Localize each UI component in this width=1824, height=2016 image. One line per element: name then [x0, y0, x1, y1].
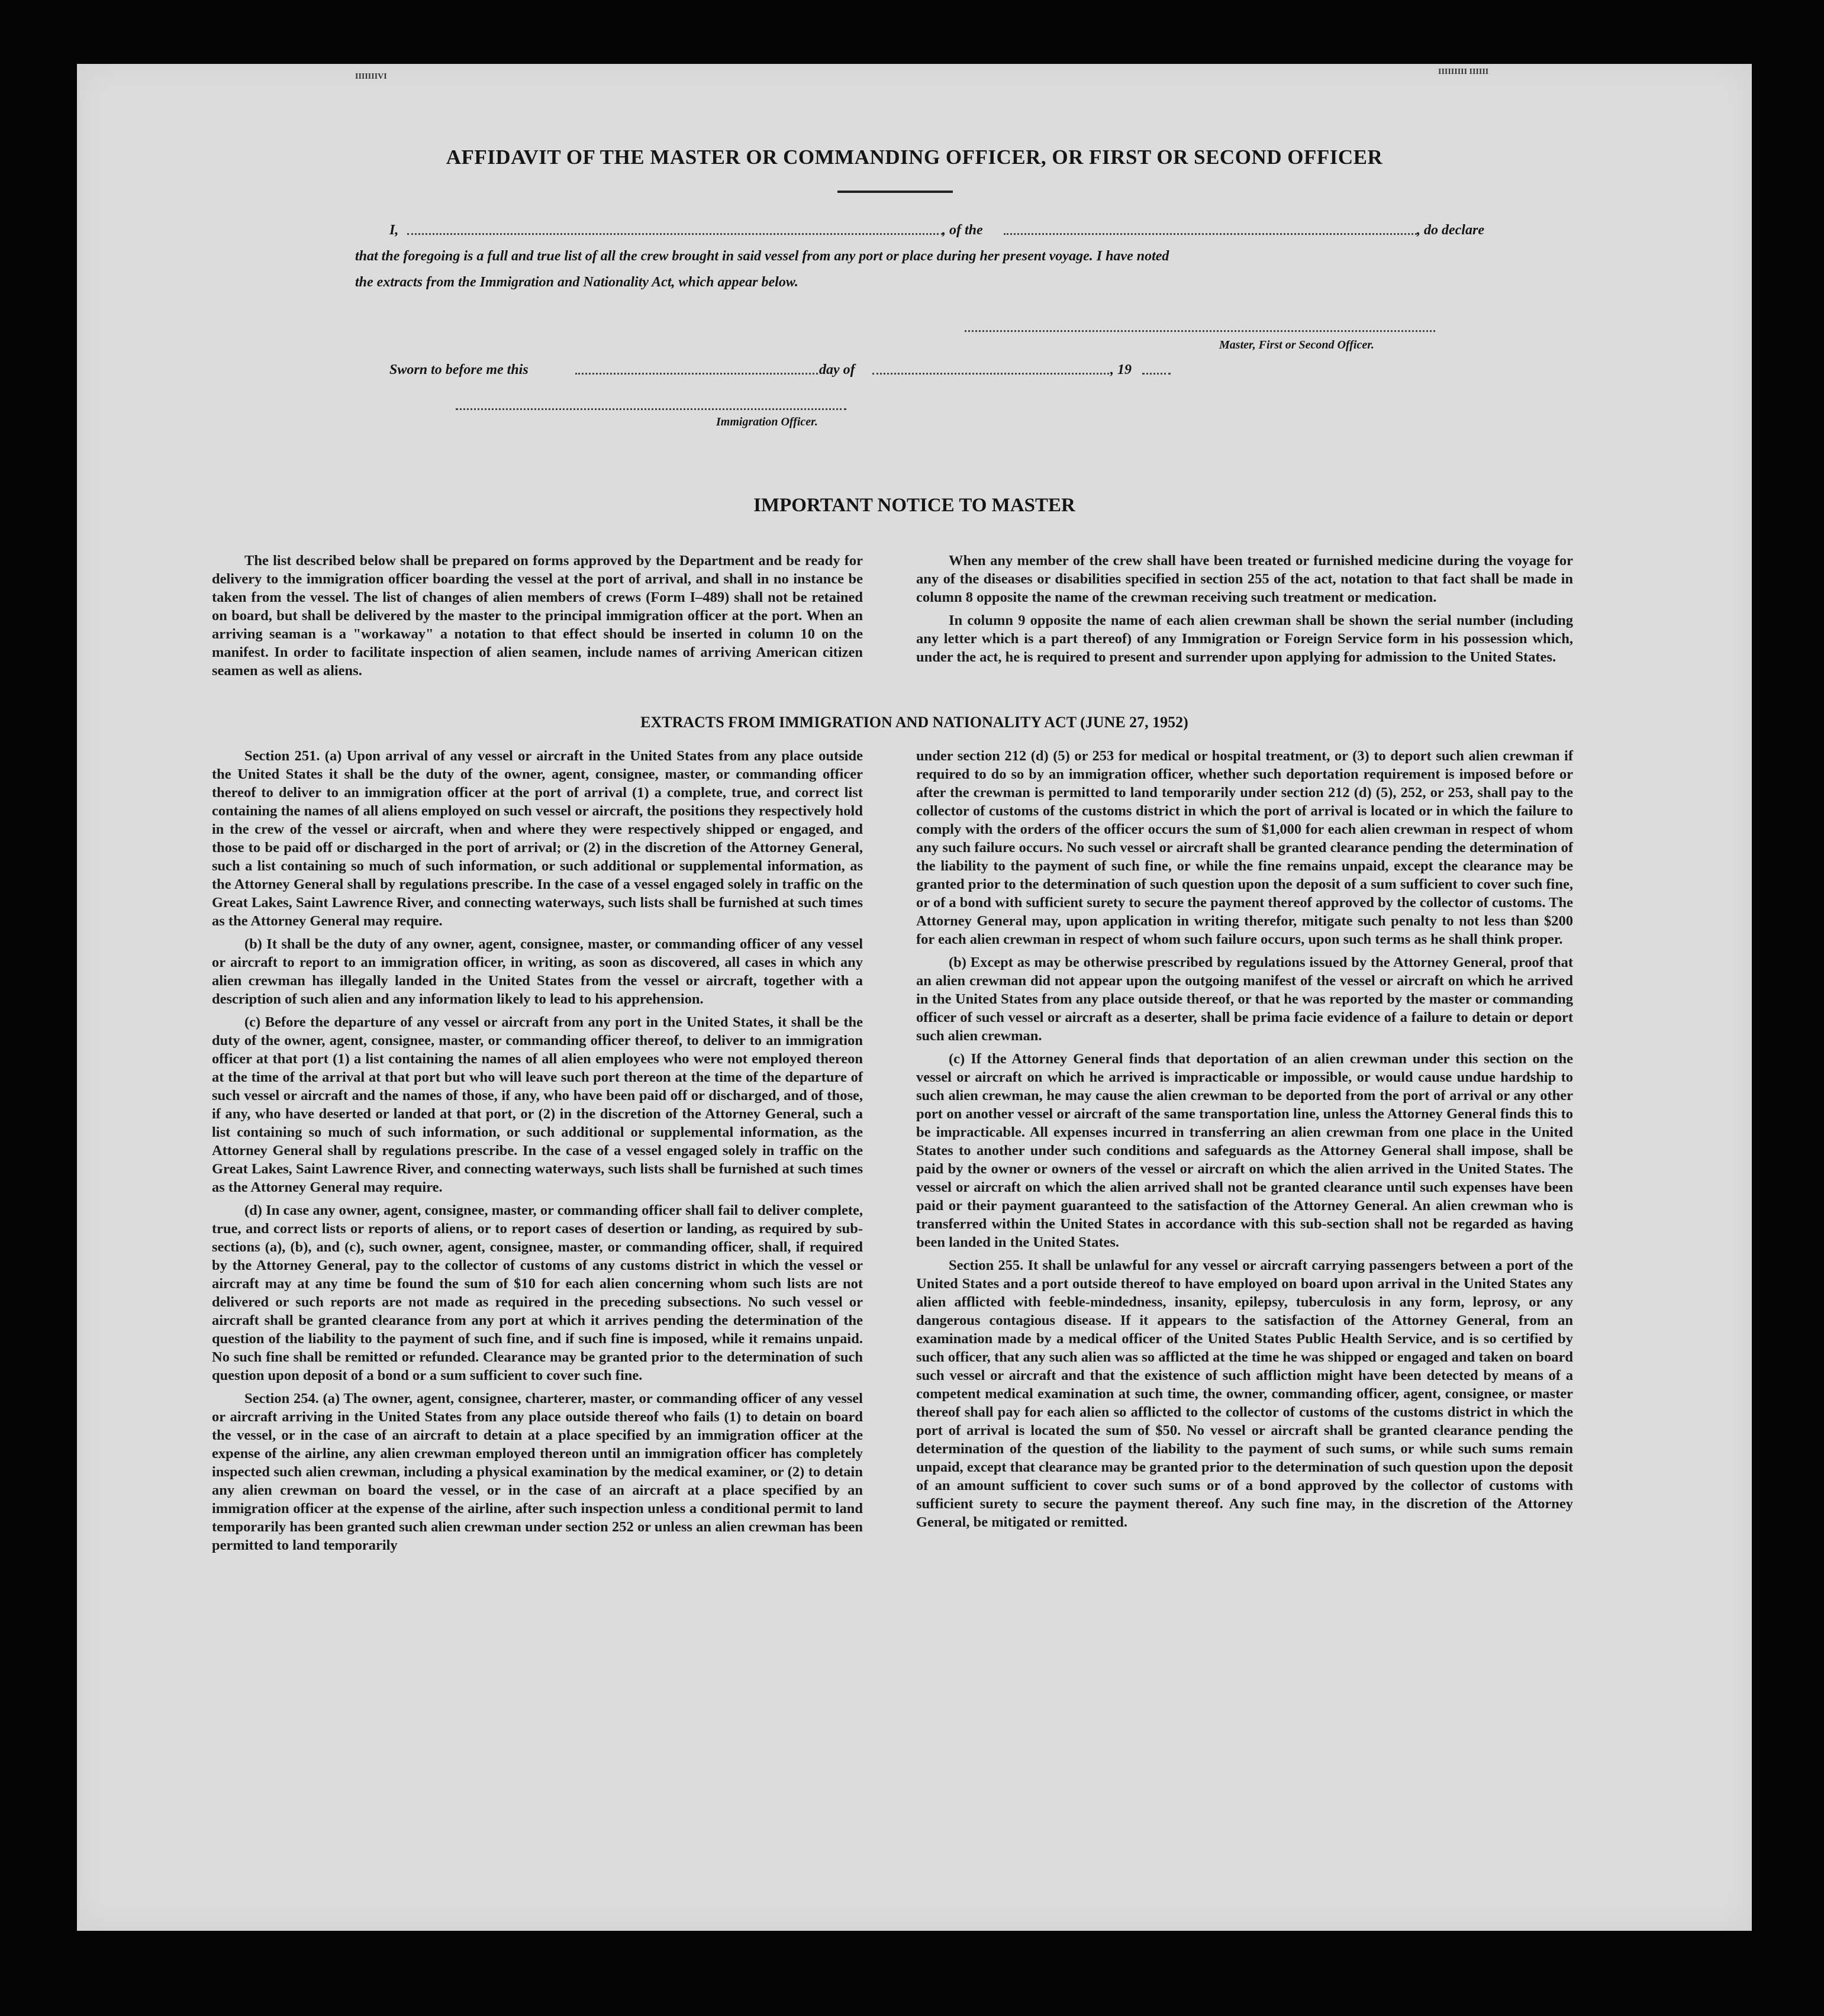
title-divider	[837, 191, 953, 193]
extracts-left-column	[212, 747, 863, 1559]
sworn-prefix: Sworn to before me this	[389, 362, 528, 378]
sworn-year-label: , 19	[1110, 362, 1132, 378]
affidavit-line1-prefix: I,	[389, 222, 399, 238]
extract-paragraph: (b) Except as may be otherwise prescribed by regulations issued by the Attorney General, proof that an alien crewman did not appear upon the outgoing manifest of the vessel or aircraft on which he arrived in the United States from any place outside thereof, or that he was reported by the master or commanding officer of such vessel or aircraft as a deserter, shall be prima facie evidence of a failure to detain or deport such alien crewman.	[916, 954, 1573, 1044]
sworn-year-blank[interactable]	[1142, 373, 1171, 375]
extract-paragraph: Section 251. (a) Upon arrival of any vessel or aircraft in the United States from any place outside the United States it shall be the duty of the owner, agent, consignee, master, or commanding officer thereof to deliver to an immigration officer at the port of arrival (1) a complete, true, and correct list containing the names of all aliens employed on such vessel or aircraft, the positions they respectively hold in the crew of the vessel or aircraft, when and where they were respectively shipped or engaged, and those to be paid off or discharged in the port of arrival; or (2) in the discretion of the Attorney General, such a list containing so much of such information, or such additional or supplemental information, as the Attorney General shall by regulations prescribe. In the case of a vessel engaged solely in traffic on the Great Lakes, Saint Lawrence River, and connecting waterways, such lists shall be furnished at such times as the Attorney General may require.	[212, 748, 863, 929]
corner-mark-right: IIIIIIIII IIIIII	[1438, 67, 1489, 76]
sworn-day-label: day of	[819, 362, 855, 378]
officer-signature-line[interactable]	[456, 408, 846, 410]
notice-left-paragraph: The list described below shall be prepared on forms approved by the Department and be ready for delivery to the immigration officer boarding the vessel at the port of arrival, and shall in no instance be taken from the vessel. The list of changes of alien members of crews (Form I–489) shall not be retained on board, but shall be delivered by the master to the principal immigration officer at the port. When an arriving seaman is a "workaway" a notation to that effect should be inserted in column 10 on the manifest. In order to facilitate inspection of alien seamen, include names of arriving American citizen seamen as well as aliens.	[212, 553, 863, 679]
extract-paragraph: (d) In case any owner, agent, consignee, master, or commanding officer shall fail to deliver complete, true, and correct lists or reports of aliens, or to report cases of desertion or landing, as required by sub-sections (a), (b), and (c), such owner, agent, consignee, master, or commanding officer, shall, if required by the Attorney General, pay to the collector of customs of any customs district in which the vessel or aircraft may at any time be found the sum of $10 for each alien concerning whom such lists are not delivered or such reports are not made as required in the preceding subsections. No such vessel or aircraft shall be granted clearance from any port at which it arrives pending the determination of the question of the liability to the payment of such fine, and if such fine is imposed, while it remains unpaid. No such fine shall be remitted or refunded. Clearance may be granted prior to the determination of such question upon deposit of a bond or a sum sufficient to cover such fine.	[212, 1202, 863, 1383]
extract-paragraph: (c) If the Attorney General finds that deportation of an alien crewman under this section on the vessel or aircraft on which he arrived is impracticable or impossible, or would cause undue hardship to such alien crewman, he may cause the alien crewman to be deported from the port of arrival or any other port on another vessel or aircraft of the same transportation line, unless the Attorney General finds this to be impracticable. All expenses incurred in transferring an alien crewman from one place in the United States to another under such conditions and safeguards as the Attorney General shall impose, shall be paid by the owner or owners of the vessel or aircraft on which the alien arrived in the United States. The vessel or aircraft on which the alien arrived shall not be granted clearance until such expenses have been paid or their payment guaranteed to the satisfaction of the Attorney General. An alien crewman who is transferred within the United States in accordance with this sub-section shall not be regarded as having been landed in the United States.	[916, 1051, 1573, 1250]
affidavit-line1-middle: , of the	[942, 222, 983, 238]
notice-right-column	[916, 551, 1573, 671]
extracts-title: EXTRACTS FROM IMMIGRATION AND NATIONALITY ACT (JUNE 27, 1952)	[640, 714, 1188, 731]
vessel-blank[interactable]	[1004, 233, 1417, 235]
extract-paragraph: (b) It shall be the duty of any owner, agent, consignee, master, or commanding officer of any vessel or aircraft to report to an immigration officer, in writing, as soon as discovered, all cases in which any alien crewman has illegally landed in the United States from the vessel or aircraft, together with a description of such alien and any information likely to lead to his apprehension.	[212, 936, 863, 1007]
affidavit-line1-suffix: , do declare	[1417, 222, 1484, 238]
master-caption: Master, First or Second Officer.	[1219, 338, 1374, 351]
extract-paragraph: under section 212 (d) (5) or 253 for medical or hospital treatment, or (3) to deport such alien crewman if required to do so by an immigration officer, whether such deportation requirement is imposed before or after the crewman is permitted to land temporarily under section 212 (d) (5), 252, or 253, shall pay to the collector of customs of the customs district in which the port of arrival is located or in which the failure to comply with the orders of the officer occurs the sum of $1,000 for each alien crewman in respect of whom any such failure occurs. No such vessel or aircraft shall be granted clearance pending the determination of the liability to the payment of such fine, or while the fine remains unpaid, except the clearance may be granted prior to the determination of such question upon the deposit of a sum sufficient to cover such fine, or of a bond with sufficient surety to secure the payment thereof approved by the collector of customs. The Attorney General may, upon application in writing therefor, mitigate such penalty to not less than $200 for each alien crewman in respect of whom such failure occurs, upon such terms as he shall think proper.	[916, 748, 1573, 947]
sworn-month-blank[interactable]	[872, 373, 1109, 375]
officer-caption: Immigration Officer.	[716, 415, 818, 428]
notice-title: IMPORTANT NOTICE TO MASTER	[753, 495, 1075, 516]
master-signature-line[interactable]	[965, 330, 1435, 332]
affidavit-line2: that the foregoing is a full and true list of all the crew brought in said vessel from any port or place during her present voyage. I have noted	[355, 249, 1169, 264]
extracts-right-column	[916, 747, 1573, 1536]
document-page	[77, 64, 1752, 1931]
extract-paragraph: Section 254. (a) The owner, agent, consignee, charterer, master, or commanding officer of any vessel or aircraft arriving in the United States from any place outside thereof who fails (1) to detain on board the vessel, or in the case of an aircraft to detain at a place specified by an immigration officer at the expense of the airline, any alien crewman employed thereon until an immigration officer has completely inspected such alien crewman, including a physical examination by the medical examiner, or (2) to detain any alien crewman on board the vessel, or in the case of an aircraft at a place specified by an immigration officer at the expense of the airline, after such inspection unless a conditional permit to land temporarily has been granted such alien crewman under section 252 or unless an alien crewman has been permitted to land temporarily	[212, 1391, 863, 1553]
sworn-day-blank[interactable]	[575, 373, 818, 375]
affidavit-line3: the extracts from the Immigration and Nationality Act, which appear below.	[355, 275, 798, 290]
notice-left-column	[212, 551, 863, 685]
affidavit-title: AFFIDAVIT OF THE MASTER OR COMMANDING OFFICER, OR FIRST OR SECOND OFFICER	[446, 146, 1383, 169]
name-blank[interactable]	[407, 233, 943, 235]
notice-right-paragraph-2: In column 9 opposite the name of each alien crewman shall be shown the serial number (including any letter which is a part thereof) of any Immigration or Foreign Service form in his possession which, under the act, he is required to present and surrender upon applying for admission to the United States.	[916, 612, 1573, 665]
extract-paragraph: (c) Before the departure of any vessel or aircraft from any port in the United States, it shall be the duty of the owner, agent, consignee, master, or commanding officer thereof, to deliver to an immigration officer at that port (1) a list containing the names of all alien employees who were not employed thereon at the time of the arrival at that port but who will leave such port thereon at the time of the departure of such vessel or aircraft and the names of those, if any, who have been paid off or discharged, and of those, if any, who have deserted or landed at that port, or (2) in the discretion of the Attorney General, such a list containing so much of such information, or such additional or supplemental information, as the Attorney General shall by regulations prescribe. In the case of a vessel engaged solely in traffic on the Great Lakes, Saint Lawrence River, and connecting waterways, such lists shall be furnished at such times as the Attorney General may require.	[212, 1014, 863, 1195]
corner-mark-left: IIIIIIIVI	[355, 72, 387, 81]
notice-right-paragraph-1: When any member of the crew shall have been treated or furnished medicine during the voyage for any of the diseases or disabilities specified in section 255 of the act, notation to that fact shall be made in column 8 opposite the name of the crewman receiving such treatment or medication.	[916, 553, 1573, 605]
extract-paragraph: Section 255. It shall be unlawful for any vessel or aircraft carrying passengers between a port of the United States and a port outside thereof to have employed on board upon arrival in the United States any alien afflicted with feeble-mindedness, insanity, epilepsy, tuberculosis in any form, leprosy, or any dangerous contagious disease. If it appears to the satisfaction of the Attorney General, from an examination made by a medical officer of the United States Public Health Service, and is so certified by such officer, that any such alien was so afflicted at the time he was shipped or engaged and taken on board such vessel or aircraft and that the existence of such affliction might have been detected by means of a competent medical examination at such time, the owner, commanding officer, agent, consignee, or master thereof shall pay for each alien so afflicted to the collector of customs of the customs district in which the port of arrival is located the sum of $50. No vessel or aircraft shall be granted clearance pending the determination of the question of the liability to the payment of such sums, or while such sums remain unpaid, except that clearance may be granted prior to the determination of such question upon the deposit of an amount sufficient to cover such sums or of a bond approved by the collector of customs with sufficient surety to secure the payment thereof. Any such fine may, in the discretion of the Attorney General, be mitigated or remitted.	[916, 1257, 1573, 1530]
